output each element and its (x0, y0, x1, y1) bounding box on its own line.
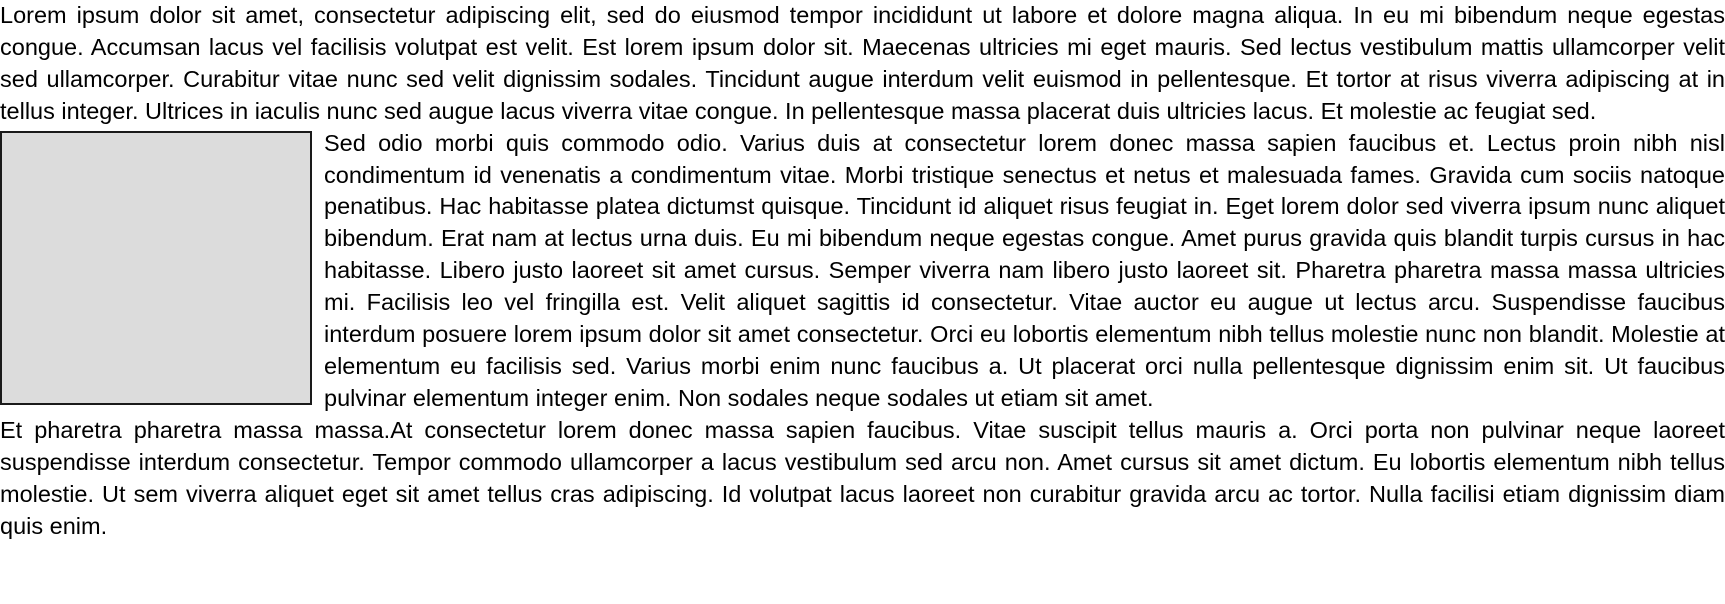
paragraph-1: Lorem ipsum dolor sit amet, consectetur adipiscing elit, sed do eiusmod tempor incididunt ut labore et dolore magna aliqua. In eu mi bibendum neque egestas congue. Accumsan lacus vel facilisis volutpat est velit. Est lorem ipsum dolor sit. Maecenas ultricies mi eget mauris. Sed lectus vestibulum mattis ullamcorper velit sed ullamcorper. Curabitur vitae nunc sed velit dignissim sodales. Tincidunt augue interdum velit euismod in pellentesque. Et tortor at risus viverra adipiscing at in tellus integer. Ultrices in iaculis nunc sed augue lacus viverra vitae congue. In pellentesque massa placerat duis ultricies lacus. Et molestie ac feugiat sed. (0, 2, 1725, 124)
paragraph-2: Sed odio morbi quis commodo odio. Varius duis at consectetur lorem donec massa sapien faucibus et. Lectus proin nibh nisl condimentum id venenatis a condimentum vitae. Morbi tristique senectus et netus et malesuada fames. Gravida cum sociis natoque penatibus. Hac habitasse platea dictumst quisque. Tincidunt id aliquet risus feugiat in. Eget lorem dolor sed viverra ipsum nunc aliquet bibendum. Erat nam at lectus urna duis. Eu mi bibendum neque egestas congue. Amet purus gravida quis blandit turpis cursus in hac habitasse. Libero justo laoreet sit amet cursus. Semper viverra nam libero justo laoreet sit. Pharetra pharetra massa massa ultricies mi. Facilisis leo vel fringilla est. Velit aliquet sagittis id consectetur. Vitae auctor eu augue ut lectus arcu. Suspendisse faucibus interdum posuere lorem ipsum dolor sit amet consectetur. Orci eu lobortis elementum nibh tellus molestie nunc non blandit. Molestie at elementum eu facilisis sed. Varius morbi enim nunc faucibus a. Ut placerat orci nulla pellentesque dignissim enim sit. Ut faucibus pulvinar elementum integer enim. Non sodales neque sodales ut etiam sit amet. (324, 129, 1725, 411)
image-placeholder (0, 131, 312, 405)
paragraph-3: Et pharetra pharetra massa massa.At consectetur lorem donec massa sapien faucibus. Vitae suscipit tellus mauris a. Orci porta non pulvinar neque laoreet suspendisse interdum consectetur. Tempor commodo ullamcorper a lacus vestibulum sed arcu non. Amet cursus sit amet dictum. Eu lobortis elementum nibh tellus molestie. Ut sem viverra aliquet eget sit amet tellus cras adipiscing. Id volutpat lacus laoreet non curabitur gravida arcu ac tortor. Nulla facilisi etiam dignissim diam quis enim. (0, 416, 1725, 539)
